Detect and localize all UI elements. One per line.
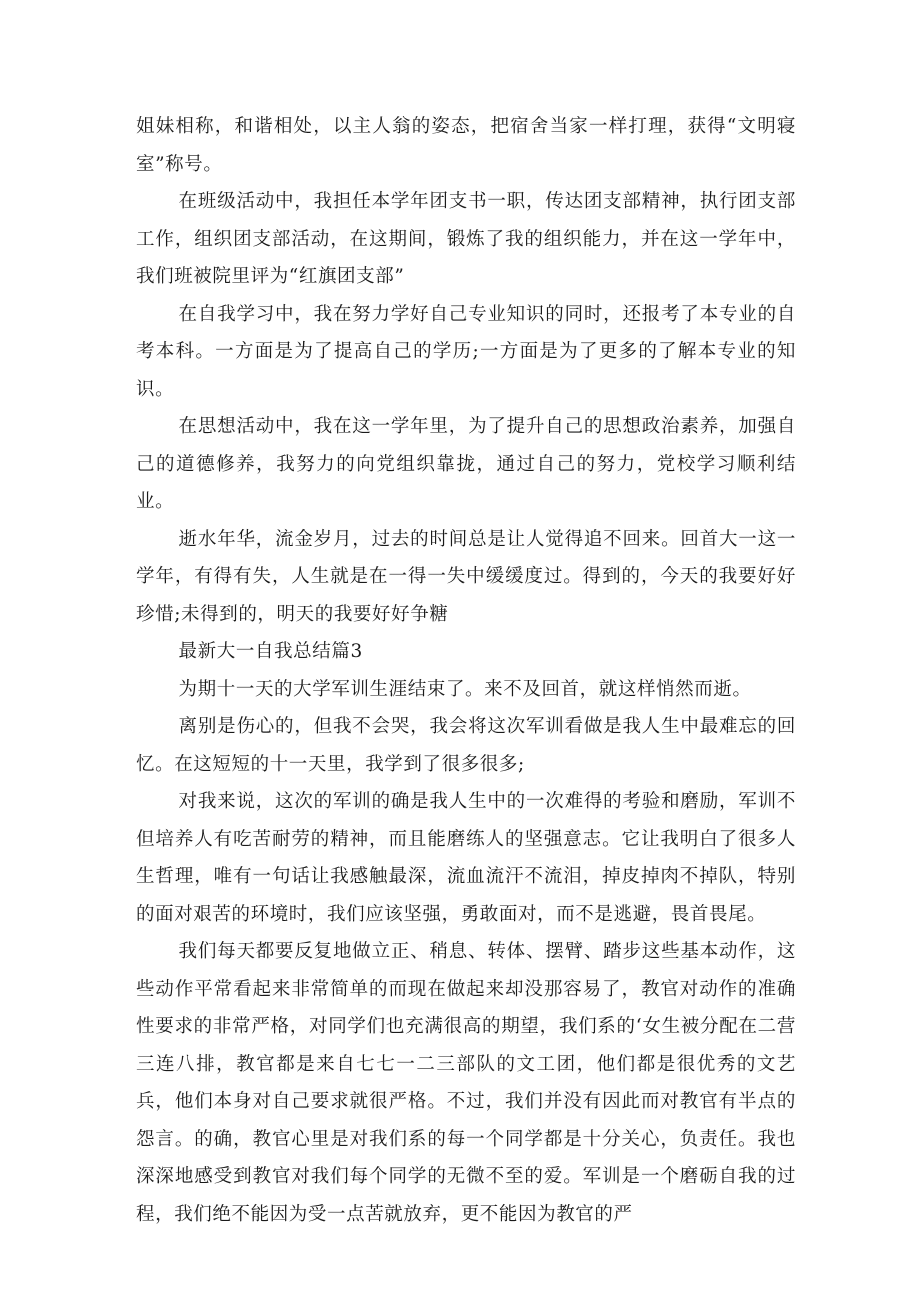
document-body xyxy=(136,108,796,1233)
paragraph-training-meaning: 对我来说，这次的军训的确是我人生中的一次难得的考验和磨励，军训不但培养人有吃苦耐劳的精神，而且能磨练人的坚强意志。它让我明白了很多人生哲理，唯有一句话让我感触最深，流血流汗不流泪，掉皮掉肉不掉队，特别的面对艰苦的环境时，我们应该坚强，勇敢面对，而不是逃避，畏首畏尾。 xyxy=(136,791,796,925)
section-heading: 最新大一自我总结篇3 xyxy=(178,641,363,662)
paragraph-class-activity: 在班级活动中，我担任本学年团支书一职，传达团支部精神，执行团支部工作，组织团支部活动，在这期间，锻炼了我的组织能力，并在这一学年中，我们班被院里评为“红旗团支部” xyxy=(136,191,796,287)
paragraph-self-study: 在自我学习中，我在努力学好自己专业知识的同时，还报考了本专业的自考本科。一方面是为了提高自己的学历;一方面是为了更多的了解本专业的知识。 xyxy=(136,303,796,400)
paragraph-farewell: 离别是伤心的，但我不会哭，我会将这次军训看做是我人生中最难忘的回忆。在这短短的十一天里，我学到了很多很多; xyxy=(136,716,796,775)
paragraph-dorm-title: 姐妹相称，和谐相处，以主人翁的姿态，把宿舍当家一样打理，获得“文明寝室”称号。 xyxy=(136,116,796,175)
paragraph-ideology: 在思想活动中，我在这一学年里，为了提升自己的思想政治素养，加强自己的道德修养，我努力的向党组织靠拢，通过自己的努力，党校学习顺利结业。 xyxy=(136,416,796,512)
paragraph-daily-drills: 我们每天都要反复地做立正、稍息、转体、摆臂、踏步这些基本动作，这些动作平常看起来非常简单的而现在做起来却没那容易了，教官对动作的准确性要求的非常严格，对同学们也充满很高的期望，我们系的‘女生被分配在二营三连八排，教官都是来自七七一二三部队的文工团，他们都是很优秀的文艺兵，他们本身对自己要求就很严格。不过，我们并没有因此而对教官有半点的怨言。的确，教官心里是对我们系的每一个同学都是十分关心，负责任。我也深深地感受到教官对我们每个同学的无微不至的爱。军训是一个磨砺自我的过程，我们绝不能因为受一点苦就放弃，更不能因为教官的严 xyxy=(136,941,796,1225)
paragraph-training-end: 为期十一天的大学军训生涯结束了。来不及回首，就这样悄然而逝。 xyxy=(178,678,752,700)
paragraph-reflection: 逝水年华，流金岁月，过去的时间总是让人觉得追不回来。回首大一这一学年，有得有失，人生就是在一得一失中缓缓度过。得到的，今天的我要好好珍惜;未得到的，明天的我要好好争糖 xyxy=(136,528,796,625)
